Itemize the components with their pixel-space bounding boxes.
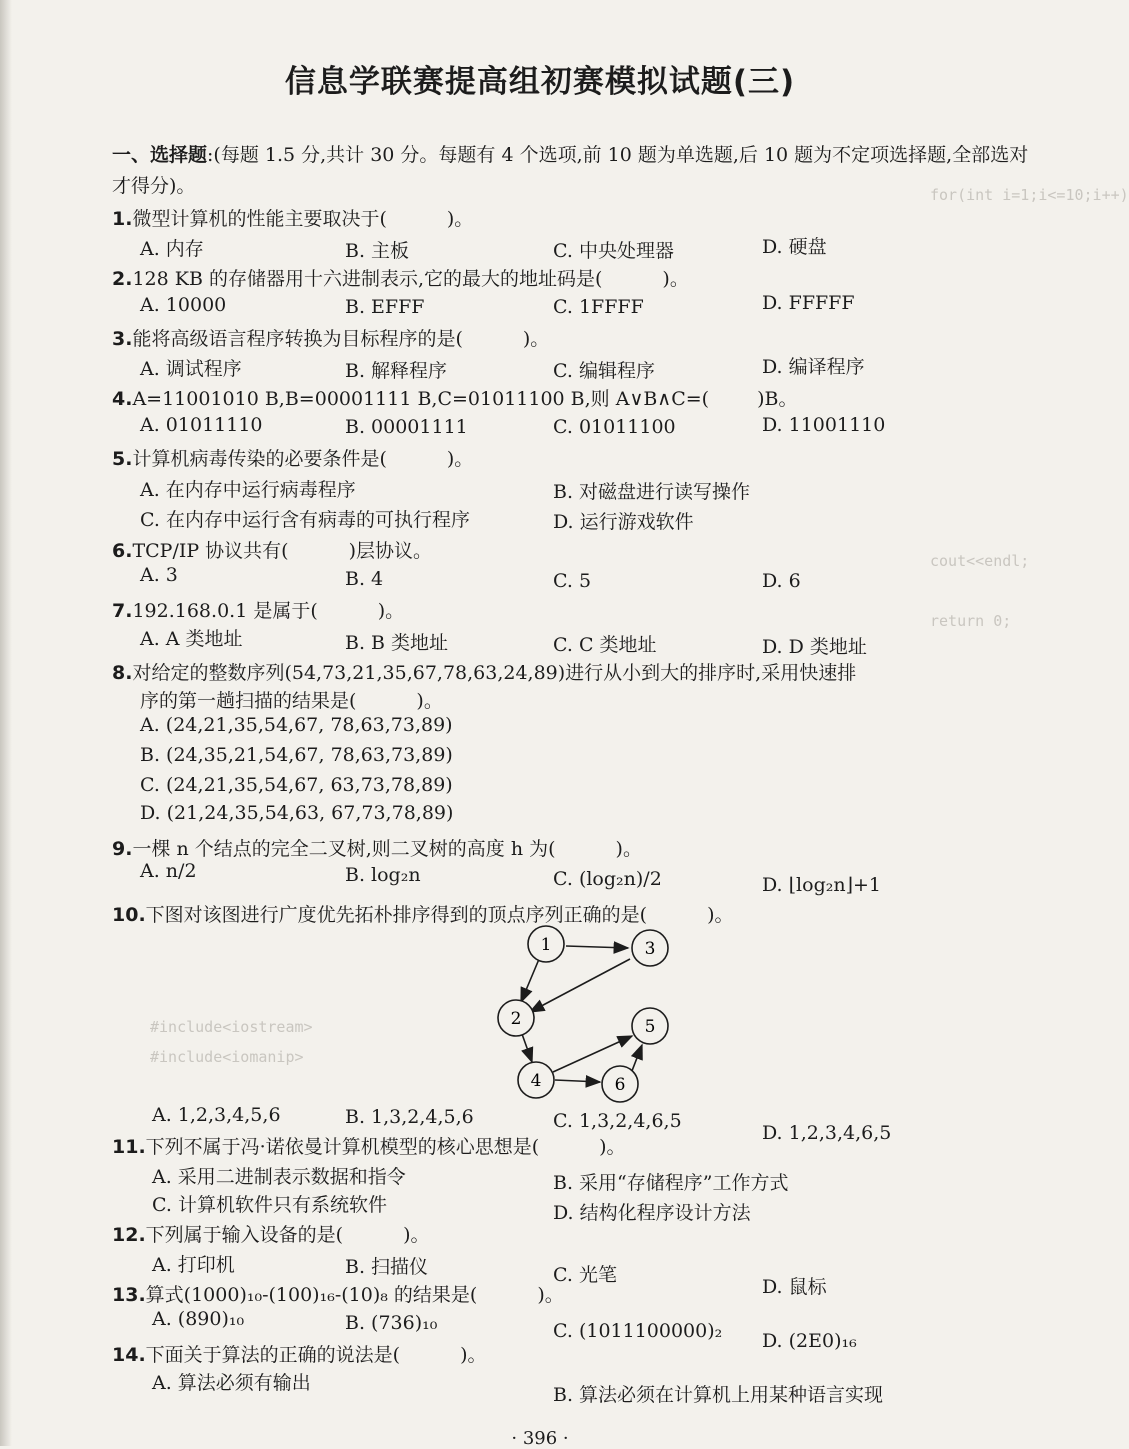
option: B. log₂n <box>345 864 421 886</box>
question-stem: 6.TCP/IP 协议共有( )层协议。 <box>112 540 433 562</box>
question-stem: 4.A=11001010 B,B=00001111 B,C=01011100 B,则 A∨B∧C=( )B。 <box>112 388 798 410</box>
graph-node-label: 6 <box>614 1075 626 1095</box>
question-number: 8. <box>112 662 133 684</box>
option: A. 调试程序 <box>140 358 242 380</box>
option: D. 6 <box>762 570 801 592</box>
option: A. 10000 <box>140 294 227 316</box>
question-number: 13. <box>112 1284 146 1306</box>
option: A. 采用二进制表示数据和指令 <box>152 1166 406 1188</box>
bleed-through-text: #include<iostream> <box>150 1018 313 1036</box>
option: B. 扫描仪 <box>345 1256 429 1278</box>
option: A. 算法必须有输出 <box>152 1372 311 1394</box>
option: D. 11001110 <box>762 414 886 436</box>
question-number: 10. <box>112 904 146 926</box>
question-number: 11. <box>112 1136 146 1158</box>
bleed-through-text: return 0; <box>930 612 1012 630</box>
option: A. 打印机 <box>152 1254 235 1276</box>
graph-node-label: 2 <box>510 1009 522 1029</box>
question-stem: 5.计算机病毒传染的必要条件是( )。 <box>112 448 474 470</box>
option: A. 01011110 <box>140 414 263 436</box>
question-stem-continued: 序的第一趟扫描的结果是( )。 <box>140 690 443 712</box>
option: A. (890)₁₀ <box>152 1308 245 1330</box>
option: D. D 类地址 <box>762 636 867 658</box>
question-stem: 12.下列属于输入设备的是( )。 <box>112 1224 430 1246</box>
graph-node-label: 5 <box>644 1017 656 1037</box>
option: B. EFFF <box>345 296 425 318</box>
page-edge-shadow <box>0 0 12 1446</box>
question-stem: 9.一棵 n 个结点的完全二叉树,则二叉树的高度 h 为( )。 <box>112 838 642 860</box>
option: D. 硬盘 <box>762 236 827 258</box>
option: D. FFFFF <box>762 292 855 314</box>
option: B. B 类地址 <box>345 632 449 654</box>
option: B. 对磁盘进行读写操作 <box>553 481 751 503</box>
option: B. (24,35,21,54,67, 78,63,73,89) <box>140 744 453 766</box>
option: C. 中央处理器 <box>553 240 674 262</box>
question-number: 9. <box>112 838 133 860</box>
option: D. 1,2,3,4,6,5 <box>762 1122 892 1144</box>
option: C. C 类地址 <box>553 634 657 656</box>
question-stem: 14.下面关于算法的正确的说法是( )。 <box>112 1344 487 1366</box>
option: C. 1FFFF <box>553 296 644 318</box>
question-number: 14. <box>112 1344 146 1366</box>
option: A. 3 <box>140 564 178 586</box>
question-number: 7. <box>112 600 133 622</box>
bleed-through-text: #include<iomanip> <box>150 1048 304 1066</box>
option: C. (1011100000)₂ <box>553 1320 723 1342</box>
option: A. A 类地址 <box>140 628 243 650</box>
page-title: 信息学联赛提高组初赛模拟试题(三) <box>284 64 796 100</box>
edge-3-2 <box>530 959 630 1012</box>
option: D. 结构化程序设计方法 <box>553 1202 751 1224</box>
section-description: :(每题 1.5 分,共计 30 分。每题有 4 个选项,前 10 题为单选题,后 10 题为不定项选择题,全部选对才得分)。 <box>112 144 1029 197</box>
directed-graph <box>480 918 680 1118</box>
option: C. 5 <box>553 570 592 592</box>
question-stem: 2.128 KB 的存储器用十六进制表示,它的最大的地址码是( )。 <box>112 268 689 290</box>
option: C. 光笔 <box>553 1264 617 1286</box>
option: B. 解释程序 <box>345 360 448 382</box>
graph-node-label: 4 <box>530 1071 542 1091</box>
question-number: 6. <box>112 540 133 562</box>
question-stem: 13.算式(1000)₁₀-(100)₁₆-(10)₈ 的结果是( )。 <box>112 1284 564 1306</box>
question-stem: 8.对给定的整数序列(54,73,21,35,67,78,63,24,89)进行从小到大的排序时,采用快速排 <box>112 662 857 684</box>
option: C. 在内存中运行含有病毒的可执行程序 <box>140 509 470 531</box>
option: A. 在内存中运行病毒程序 <box>140 479 356 501</box>
option: C. 1,3,2,4,6,5 <box>553 1110 682 1132</box>
option: C. (24,21,35,54,67, 63,73,78,89) <box>140 774 453 796</box>
option: D. (2E0)₁₆ <box>762 1330 857 1352</box>
question-number: 1. <box>112 208 133 230</box>
option: B. 采用“存储程序”工作方式 <box>553 1172 789 1194</box>
question-number: 5. <box>112 448 133 470</box>
option: D. 运行游戏软件 <box>553 511 694 533</box>
question-stem: 1.微型计算机的性能主要取决于( )。 <box>112 208 474 230</box>
edge-1-3 <box>566 946 628 948</box>
option: C. 编辑程序 <box>553 360 655 382</box>
option: A. (24,21,35,54,67, 78,63,73,89) <box>140 714 453 736</box>
option: B. (736)₁₀ <box>345 1312 438 1334</box>
option: D. ⌊log₂n⌋+1 <box>762 874 882 896</box>
option: B. 4 <box>345 568 384 590</box>
section-intro <box>112 140 1032 202</box>
page-number: · 396 · <box>511 1428 569 1449</box>
option: C. (log₂n)/2 <box>553 868 662 890</box>
option: A. 1,2,3,4,5,6 <box>152 1104 281 1126</box>
option: A. 内存 <box>140 238 204 260</box>
option: C. 01011100 <box>553 416 676 438</box>
option: A. n/2 <box>140 860 197 882</box>
option: D. 编译程序 <box>762 356 865 378</box>
question-stem: 7.192.168.0.1 是属于( )。 <box>112 600 405 622</box>
graph-node-label: 1 <box>540 935 552 955</box>
option: B. 算法必须在计算机上用某种语言实现 <box>553 1384 884 1406</box>
option: D. 鼠标 <box>762 1276 827 1298</box>
option: B. 主板 <box>345 240 410 262</box>
question-number: 4. <box>112 388 133 410</box>
option: B. 00001111 <box>345 416 468 438</box>
bleed-through-text: for(int i=1;i<=10;i++) <box>930 186 1129 204</box>
question-number: 12. <box>112 1224 146 1246</box>
question-number: 2. <box>112 268 133 290</box>
bleed-through-text: cout<<endl; <box>930 552 1030 570</box>
option: D. (21,24,35,54,63, 67,73,78,89) <box>140 802 454 824</box>
option: C. 计算机软件只有系统软件 <box>152 1194 387 1216</box>
question-stem: 3.能将高级语言程序转换为目标程序的是( )。 <box>112 328 550 350</box>
graph-node-label: 3 <box>644 939 656 959</box>
question-number: 3. <box>112 328 133 350</box>
option: B. 1,3,2,4,5,6 <box>345 1106 474 1128</box>
edge-4-6 <box>555 1080 600 1082</box>
edge-2-4 <box>522 1034 532 1062</box>
question-stem: 10.下图对该图进行广度优先拓朴排序得到的顶点序列正确的是( )。 <box>112 904 734 926</box>
section-heading: 一、选择题 <box>112 144 208 166</box>
question-stem: 11.下列不属于冯·诺依曼计算机模型的核心思想是( )。 <box>112 1136 626 1158</box>
